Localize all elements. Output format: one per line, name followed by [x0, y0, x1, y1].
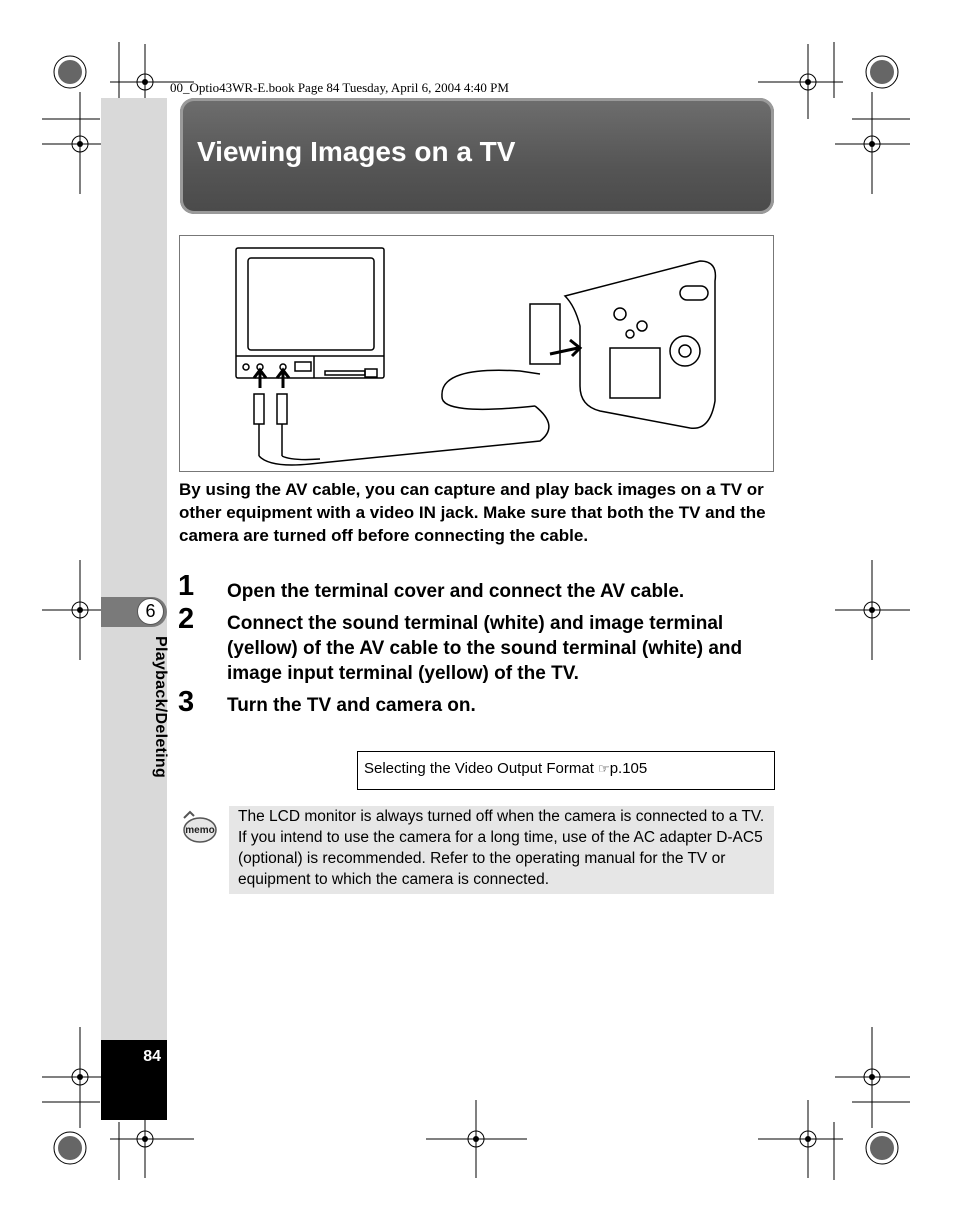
- memo-note: [229, 806, 774, 894]
- step-text: Open the terminal cover and connect the AV cable.: [227, 581, 685, 602]
- book-header: 00_Optio43WR-E.book Page 84 Tuesday, April 6, 2004 4:40 PM: [170, 80, 509, 95]
- step-number: 2: [178, 603, 195, 635]
- chapter-label: Playback/Deleting: [152, 636, 169, 779]
- step-number: 3: [178, 686, 195, 718]
- tv-camera-diagram: [180, 236, 773, 471]
- memo-text: The LCD monitor is always turned off when the camera is connected to a TV. If you intend to use the camera for a long time, use of the AC adapter D-AC5 (optional) is recommended. Refer to the operating manual for the TV or equipment to which the camera is connected.: [238, 808, 765, 888]
- step-text: Connect the sound terminal (white) and image terminal (yellow) of the AV cable to the sound terminal (white) and image input terminal (yellow) of the TV.: [227, 613, 743, 684]
- intro-paragraph: By using the AV cable, you can capture and play back images on a TV or other equipment with a video IN jack. Make sure that both the TV and the camera are turned off before connecting the cable.: [179, 480, 766, 545]
- reference-box: [357, 751, 775, 790]
- memo-label: memo: [185, 825, 215, 836]
- step-text: Turn the TV and camera on.: [227, 695, 476, 716]
- page-number: 84: [143, 1048, 161, 1065]
- page-title: Viewing Images on a TV: [197, 136, 516, 167]
- memo-icon: [180, 810, 218, 844]
- step-number: 1: [178, 570, 195, 602]
- tv-icon: [236, 248, 384, 378]
- chapter-number: 6: [137, 598, 164, 625]
- reference-page-link[interactable]: p.105: [609, 760, 648, 777]
- tv-connection-illustration: [179, 235, 774, 472]
- reference-text: Selecting the Video Output Format: [364, 760, 599, 777]
- hand-pointer-icon: ☞: [598, 761, 610, 776]
